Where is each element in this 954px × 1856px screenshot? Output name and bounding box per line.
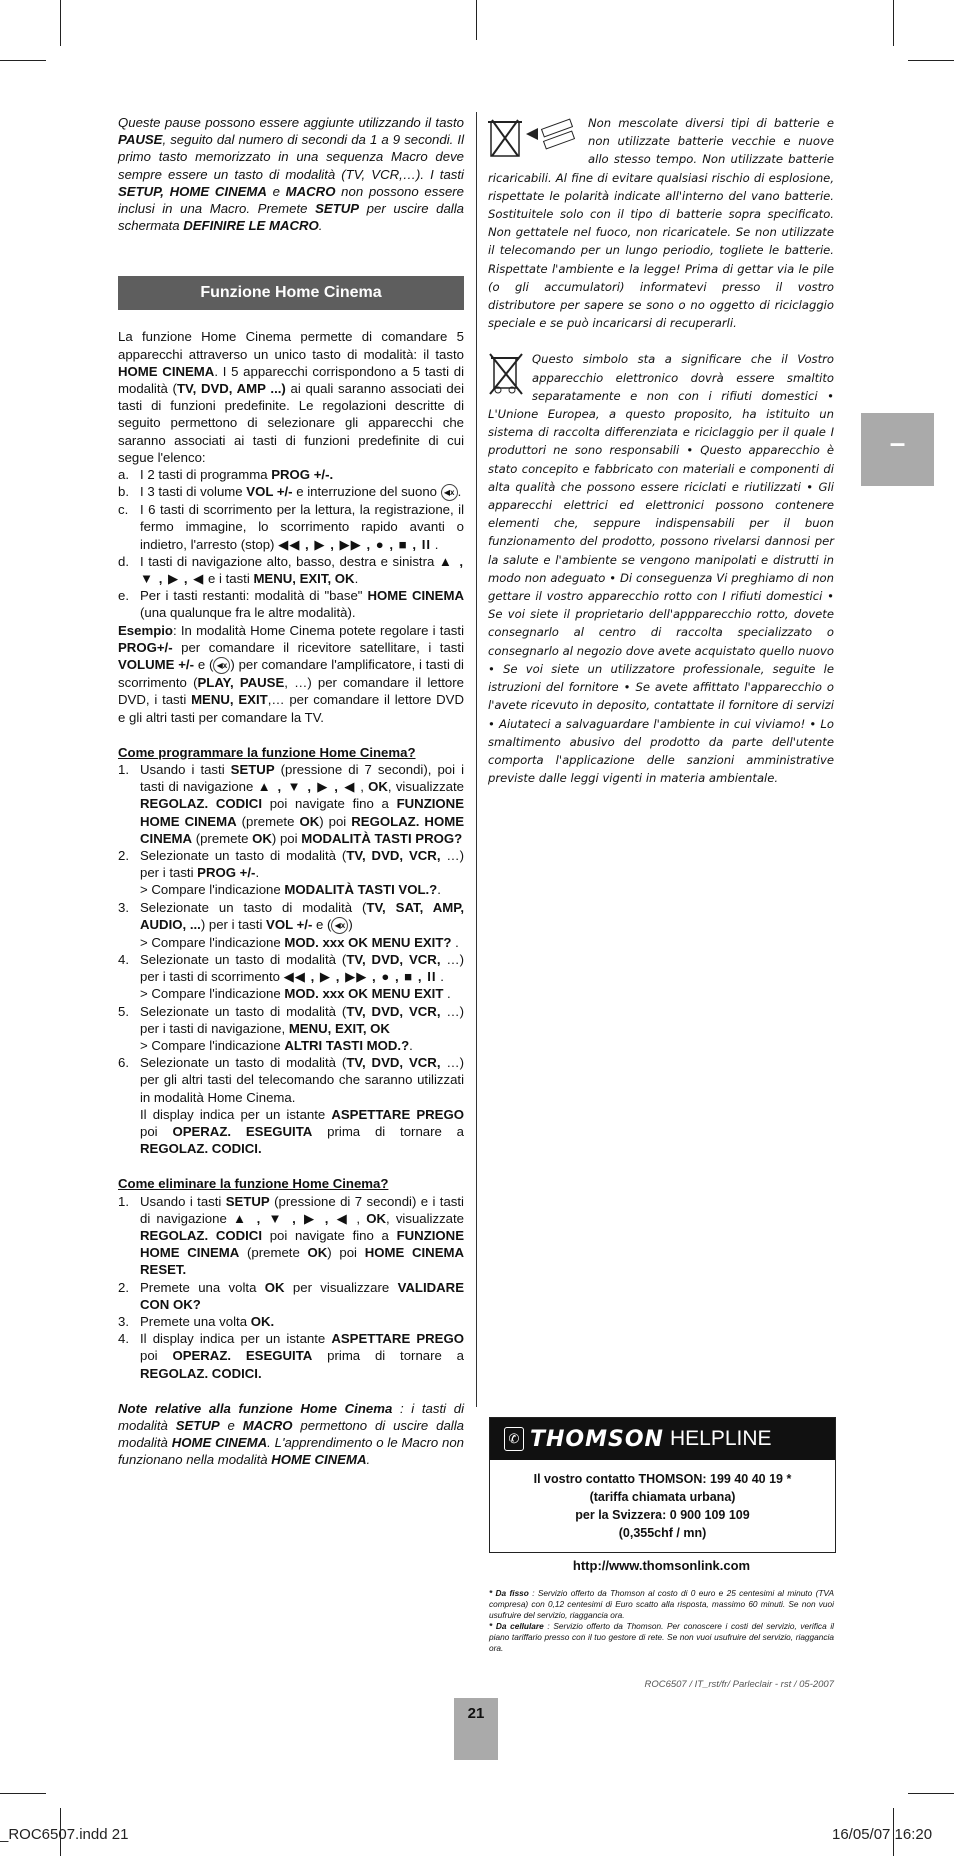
list-marker: 3.: [118, 899, 129, 915]
helpline-word: HELPLINE: [669, 1427, 772, 1450]
list-marker: 4.: [118, 951, 129, 967]
weee-text: Questo simbolo sta a significare che il Vostro apparecchio elettronico dovrà essere smaltito separatamente e non con i rifiuti domestici • L'Unione Europea, a questo proposito, ha istituito un sistema di raccolta differenziata e riciclaggio per il quale I produttori ne sono responsabili • Questo apparecchio è stato concepito e fabbricato con materiali e componenti di alta qualità che possono essere riciclati e riutilizzati • Gli apparecchi elettrici ed elettronici possono contenere elementi che, seppure indispensabili per il buon funzionamento del prodotto, possono rivelarsi dannosi per la salute e l'ambiente se vengono manipolati e distrutti in modo non adeguato • Di conseguenza Vi preghiamo di non gettare il vostro apparecchio rotto con I rifiuti domestici • Se voi siete il proprietario dell'appparecchio rotto, dovete consegnarlo al centro di raccolta specializzato o consegnarlo al negozio dove avete acquistato quello nuovo • Se voi siete un utilizzatore professionale, seguite le istruzioni del fornitore • Se avete affittato l'apparecchio o l'avete ricevuto in deposito, contattate il fornitore di servizi • Aiutateci a salvaguardare l'ambiente in cui viviamo! • Lo smaltimento abusivo del prodotto da parte dell'utente comporta l'applicazione delle sanzioni amministrative previste dalle leggi vigenti in materia ambientale.: [488, 352, 834, 786]
page-number: 21: [467, 1705, 485, 1722]
helpline-body: [490, 1460, 835, 1552]
column-divider: [476, 112, 477, 1407]
intro-paragraph: Queste pause possono essere aggiunte utilizzando il tasto PAUSE, seguito dal numero di secondi da 1 a 9 secondi. Il primo tasto memorizzato in una sequenza Macro deve sempre essere un tasto di modalità (TV, VCR,…). I tasti SETUP, HOME CINEMA e MACRO non possono essere inclusi in una Macro. Premete SETUP per uscire dalla schermata DEFINIRE LE MACRO.: [118, 115, 465, 234]
remove-steps: [118, 1193, 464, 1382]
list-item: c. I 6 tasti di scorrimento per la lettura, la registrazione, il fermo immagine, lo scorrimento rapido avanti o indietro, l'arresto (stop) ◀◀ , ▶ , ▶▶ , ● , ■ , II .: [118, 502, 464, 552]
list-marker: 6.: [118, 1055, 129, 1071]
date-slug: 16/05/07 16:20: [832, 1826, 933, 1843]
list-item: b. I 3 tasti di volume VOL +/- e interruzione del suono ◀x .: [118, 483, 464, 501]
list-item: 3. Selezionate un tasto di modalità (TV, SAT, AMP, AUDIO, ...) per i tasti VOL +/- e ( ◀x ) > Compare l'indicazione MOD. xxx OK MENU EXIT? .: [118, 899, 464, 950]
list-marker: 2.: [118, 1279, 129, 1295]
battery-disposal-icon: [488, 114, 580, 160]
page-number-box: [454, 1698, 498, 1760]
helpline-line: Il vostro contatto THOMSON: 199 40 40 19 *: [533, 1472, 792, 1486]
thomson-website-link[interactable]: http://www.thomsonlink.com: [572, 1558, 751, 1573]
section-title: Funzione Home Cinema: [118, 276, 464, 310]
list-item: 4. Il display indica per un istante ASPETTARE PREGO poi OPERAZ. ESEGUITA prima di tornare a REGOLAZ. CODICI.: [118, 1331, 465, 1381]
home-cinema-description: La funzione Home Cinema permette di comandare 5 apparecchi attraverso un unico tasto di modalità: il tasto HOME CINEMA. I 5 apparecchi corrispondono a 5 tasti di modalità (TV, DVD, AMP ...) ai quali saranno associati dei tasti di funzioni predefinite. Le regolazioni descritte di seguito permettono di selezionare gli apparecchi che saranno associati ai tasti di funzioni predefinite di cui segue l'elenco:: [118, 329, 464, 465]
battery-text: Non mescolate diversi tipi di batterie e non utilizzate batterie vecchie e nuove allo stesso tempo. Non utilizzate batterie ricaricabili. Al fine di evitare qualsiasi rischio di esplosione, rispettate le polarità indicate all'interno del vano batterie. Sostituitele solo con il tipo di batterie sopra specificato. Non gettatele nel fuoco, non ricaricatele. Se non utilizzate il telecomando per un lungo periodio, togliete le batterie. Rispettate l'ambiente e la legge! Prima di gettar via le pile (o gli accumulatori) informatevi presso il vostro distributore per sapere se sono o no oggetto di riciclaggio speciale e se può incaricarsi di recuperarli.: [488, 116, 834, 331]
mute-icon: ◀x: [331, 917, 348, 934]
crop-mark: [908, 1793, 954, 1794]
language-tab: –: [861, 413, 934, 486]
list-item: a. I 2 tasti di programma PROG +/-.: [118, 467, 334, 483]
crossed-bin-icon: [488, 350, 524, 398]
list-marker: 3.: [118, 1314, 129, 1330]
mute-icon: ◀x: [441, 484, 458, 501]
home-cinema-notes: Note relative alla funzione Home Cinema : i tasti di modalità SETUP e MACRO permettono di uscire dalla modalità HOME CINEMA. L'apprendimento o le Macro non funzionano nella modalità HOME CINEMA.: [118, 1400, 465, 1468]
footnotes: [489, 1588, 834, 1654]
phone-icon: ✆: [504, 1427, 524, 1451]
function-keys-list: [118, 466, 464, 622]
registration-mark: [476, 0, 477, 40]
list-item: d. I tasti di navigazione alto, basso, destra e sinistra ▲ , ▼ , ▶ , ◀ e i tasti MENU, EXIT, OK.: [118, 553, 464, 587]
list-item: 5. Selezionate un tasto di modalità (TV, DVD, VCR, …) per i tasti di navigazione, MENU, EXIT, OK > Compare l'indicazione ALTRI TASTI MOD.?.: [118, 1003, 464, 1053]
remove-heading: Come eliminare la funzione Home Cinema?: [118, 1176, 389, 1192]
thomson-helpline-box: [489, 1417, 836, 1553]
helpline-line: per la Svizzera: 0 900 109 109: [575, 1508, 750, 1522]
crop-mark: [0, 60, 46, 61]
crop-mark: [908, 60, 954, 61]
example-paragraph: Esempio: In modalità Home Cinema potete regolare i tasti PROG+/- per comandare il ricevitore satellitare, i tasti VOLUME +/- e ( ◀x ) per comandare l'amplificatore, i tasti di scorrimento (PLAY, PAUSE, …) per comandare il lettore DVD, i tasti MENU, EXIT,… per comandare il lettore DVD e gli altri tasti per comandare la TV.: [118, 622, 464, 725]
list-marker: c.: [118, 502, 129, 518]
list-item: 2. Premete una volta OK per visualizzare VALIDARE CON OK?: [118, 1279, 464, 1312]
file-slug: _ROC6507.indd 21: [0, 1826, 129, 1843]
list-marker: 2.: [118, 847, 129, 863]
list-item: 4. Selezionate un tasto di modalità (TV, DVD, VCR, …) per i tasti di scorrimento ◀◀ , ▶ , ▶▶ , ● , ■ , II . > Compare l'indicazione MOD. xxx OK MENU EXIT .: [118, 951, 464, 1002]
list-item: 1. Usando i tasti SETUP (pressione di 7 secondi) e i tasti di navigazione ▲ , ▼ , ▶ , ◀ , OK, visualizzate REGOLAZ. CODICI poi navigate fino a FUNZIONE HOME CINEMA (premete OK) poi HOME CINEMA RESET.: [118, 1193, 464, 1278]
right-column: [488, 114, 834, 787]
weee-notice: [488, 350, 834, 787]
list-marker: 4.: [118, 1331, 129, 1347]
list-item: e. Per i tasti restanti: modalità di "base" HOME CINEMA (una qualunque fra le altre modalità).: [118, 588, 464, 621]
program-steps: [118, 761, 464, 1157]
list-item: 6. Selezionate un tasto di modalità (TV, DVD, VCR, …) per gli altri tasti del telecomando che saranno utilizzati in modalità Home Cinema. Il display indica per un istante ASPETTARE PREGO poi OPERAZ. ESEGUITA prima di tornare a REGOLAZ. CODICI.: [118, 1055, 465, 1157]
program-heading: Come programmare la funzione Home Cinema?: [118, 744, 416, 760]
helpline-line: (0,355chf / mn): [618, 1526, 707, 1540]
list-item: 1. Usando i tasti SETUP (pressione di 7 secondi), poi i tasti di navigazione ▲ , ▼ , ▶ , ◀ , OK, visualizzate REGOLAZ. CODICI poi navigate fino a FUNZIONE HOME CINEMA (premete OK) poi REGOLAZ. HOME CINEMA (premete OK) poi MODALITÀ TASTI PROG?: [118, 761, 464, 846]
list-item: 2. Selezionate un tasto di modalità (TV, DVD, VCR, …) per i tasti PROG +/-. > Compare l'indicazione MODALITÀ TASTI VOL.?.: [118, 847, 464, 898]
list-marker: a.: [118, 467, 129, 483]
list-marker: 1.: [118, 1193, 129, 1209]
list-marker: b.: [118, 484, 129, 500]
helpline-line: (tariffa chiamata urbana): [589, 1490, 736, 1504]
mute-icon: ◀x: [213, 657, 230, 674]
footnote-mobile: * Da cellulare : Servizio offerto da Thomson. Per conoscere i costi del servizio, verifica il piano tariffario presso con il tuo gestore di rete. Se non vuoi usufruire del servizio, riaggancia ora.: [489, 1621, 835, 1653]
helpline-header: [490, 1418, 835, 1460]
crop-mark: [0, 1793, 46, 1794]
footnote-landline: * Da fisso : Servizio offerto da Thomson al costo di 0 euro e 25 centesimi al minuto (TVA compresa) con 0,12 centesimi di Euro scatto alla risposta, massimo 60 minuti. Se non vuoi usufruire del servizio, riaggancia ora.: [489, 1588, 835, 1620]
thomson-logo: THOMSON: [530, 1426, 664, 1452]
crop-mark: [60, 0, 61, 46]
list-marker: d.: [118, 553, 129, 569]
document-reference: ROC6507 / IT_rst/fr/ Parleclair - rst / 05-2007: [644, 1679, 834, 1690]
battery-warning: [488, 114, 834, 332]
crop-mark: [893, 0, 894, 46]
left-column: [118, 114, 464, 1469]
list-marker: 5.: [118, 1003, 129, 1019]
list-marker: e.: [118, 588, 129, 604]
list-marker: 1.: [118, 761, 129, 777]
list-item: 3. Premete una volta OK.: [118, 1314, 275, 1330]
